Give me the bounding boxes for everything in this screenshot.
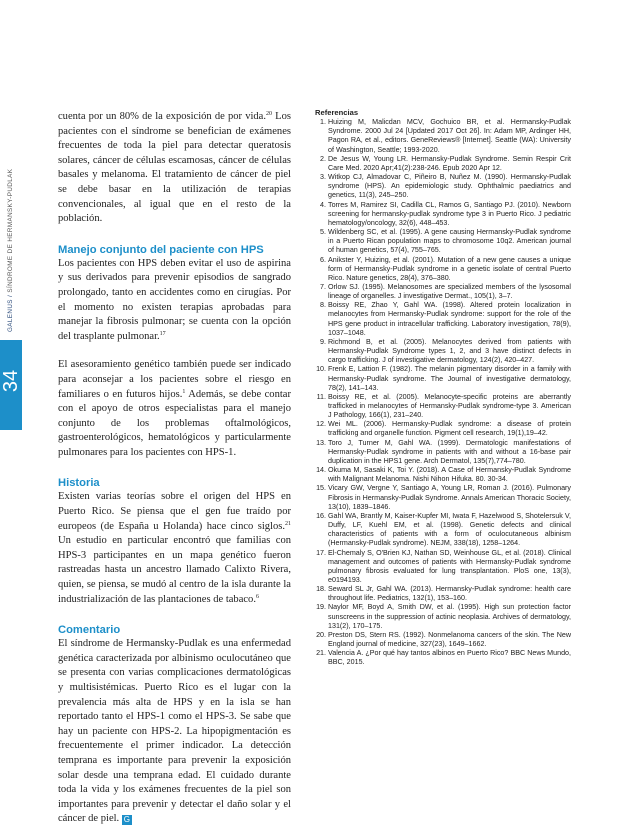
reference-text: Okuma M, Sasaki K, Toi Y. (2018). A Case of Hermansky-Pudlak Syndrome with Malignant Melanoma. Nishi Nihon Hifuka. 80. 30-34.: [328, 466, 571, 484]
citation: 6: [255, 593, 259, 600]
reference-text: El-Chemaly S, O'Brien KJ, Nathan SD, Weinhouse GL, et al. (2018). Clinical management and outcomes of patients with Hermansky-Pudlak syndrome pulmonary fibrosis evaluated for lung transplantation. PloS one, 13(3), e0194193.: [328, 548, 571, 584]
reference-item: [315, 365, 571, 392]
reference-item: [315, 155, 571, 173]
reference-text: Toro J, Turner M, Gahl WA. (1999). Dermatologic manifestations of Hermansky-Pudlak syndrome in patients with and without a 16-base pair duplication in the HPS1 gene. Arch Dermatol, 135(7),774–780.: [328, 438, 571, 465]
reference-item: [315, 466, 571, 484]
reference-item: [315, 256, 571, 283]
reference-text: Wildenberg SC, et al. (1995). A gene causing Hermansky-Pudlak syndrome in a Puerto Rican population maps to chromosome 10q2. American journal of human genetics, 57(4), 755–765.: [328, 228, 571, 255]
reference-number: 2.: [320, 154, 326, 163]
reference-item: [315, 201, 571, 228]
journal-name: GALENUS /: [7, 292, 14, 332]
main-text-column: [58, 110, 291, 827]
paragraph: Los pacientes con HPS deben evitar el uso de aspirina y sus derivados para prevenir episodios de sangrado prolongado, tanto en accidentes como en cirugías. Por el momento no existen terapias aprobadas para manejar la fibrosis pulmonar; se cuenta con la opción del trasplante pulmonar.$^{17}$: [58, 257, 291, 342]
reference-text: Anikster Y, Huizing, et al. (2001). Mutation of a new gene causes a unique form of Hermansky-Pudlak syndrome in a genetic isolate of central Puerto Rico. Nature genetics, 28(4), 376–380.: [328, 255, 571, 282]
reference-text: Frenk E, Lattion F. (1982). The melanin pigmentary disorder in a family with Hermansky-Pudlak syndrome. The Journal of investigative dermatology, 78(2), 141–143.: [328, 365, 571, 392]
reference-number: 7.: [320, 282, 326, 291]
page-sidebar: [0, 0, 24, 802]
citation: 17: [159, 330, 166, 337]
reference-text: Wei ML. (2006). Hermansky-Pudlak syndrome: a disease of protein trafficking and organelle function. Pigment cell research, 19(1),19–42.: [328, 420, 571, 438]
reference-text: Seward SL Jr, Gahl WA. (2013). Hermansky-Pudlak syndrome: health care throughout life. Pediatrics, 132(1), 153–160.: [328, 585, 571, 603]
reference-item: [315, 393, 571, 420]
reference-number: 10.: [316, 365, 326, 374]
reference-number: 4.: [320, 200, 326, 209]
reference-number: 6.: [320, 255, 326, 264]
reference-item: [315, 484, 571, 511]
end-of-article-icon: G: [123, 815, 130, 825]
reference-number: 9.: [320, 337, 326, 346]
reference-item: [315, 439, 571, 466]
reference-number: 16.: [316, 511, 326, 520]
paragraph: El síndrome de Hermansky-Pudlak es una enfermedad genética caracterizada por albinismo oculocutáneo que se presenta con varias complicaciones dermatológicas y multisistémicas. Puerto Rico es el lugar con la prevalencia más alta de HPS y en la isla se han reportado tanto el HPS-1 como el HPS-3. Se sabe que hay un paciente con HPS-2. La hipopigmentación es frecuentemente el primer indicador. La detección temprana es importante para prevenir la exposición solar desde una temprana edad. El cuidado durante toda la vida y los exámenes frecuentes de la piel son importantes para prevenir y detectar el daño solar y el cáncer de piel. G: [58, 638, 291, 825]
reference-text: Vicary GW, Vergne Y, Santiago A, Young LR, Roman J. (2016). Pulmonary Fibrosis in Hermansky-Pudlak Syndrome. Annals American Thoracic Society, 13(10), 1839–1846.: [328, 484, 571, 511]
reference-text: Boissy RE, Zhao Y, Gahl WA. (1998). Altered protein localization in melanocytes from Hermansky-Pudlak syndrome: support for the role of the HPS gene product in intracellular trafficking. Laboratory investigation, 78(9), 1037–1048.: [328, 301, 571, 337]
reference-number: 15.: [316, 484, 326, 493]
reference-item: [315, 338, 571, 365]
reference-text: Torres M, Ramirez SI, Cadilla CL, Ramos G, Santiago PJ. (2010). Newborn screening for hermansky-pudlak syndrome type 3 in Puerto Rico. J pediatric hematology/oncology, 32(6), 448–453.: [328, 200, 571, 227]
reference-item: [315, 420, 571, 438]
reference-number: 20.: [316, 630, 326, 639]
reference-text: Boissy RE, et al. (2005). Melanocyte-specific proteins are aberrantly trafficked in melanocytes of Hermansky-Pudlak syndrome-type 3. American J Pathology, 166(1), 231–240.: [328, 392, 571, 420]
reference-text: De Jesus W, Young LR. Hermansky-Pudlak Syndrome. Semin Respir Crit Care Med. 2020 Apr;41(2):238-246. Epub 2020 Apr 12.: [328, 154, 571, 172]
reference-number: 13.: [316, 438, 326, 447]
reference-item: [315, 228, 571, 255]
reference-item: [315, 603, 571, 630]
reference-number: 3.: [320, 173, 326, 182]
citation: 20: [266, 111, 272, 117]
section-heading-manejo: Manejo conjunto del paciente con HPS: [58, 243, 264, 256]
section-name: SÍNDROME DE HERMANSKY-PUDLAK: [7, 168, 14, 293]
reference-number: 1.: [320, 118, 326, 127]
paragraph: El asesoramiento genético también puede ser indicado para aconsejar a los pacientes sobre el riesgo en familiares o en futuros hijos.$^1$ Además, se debe contar con el apoyo de otros especialistas para el manejo conjunto de los problemas oftalmológicos, gastroenterológicos, hematológicos y particularmente pulmonares para los pacientes con HPS-1.: [58, 359, 291, 458]
reference-number: 5.: [320, 228, 326, 237]
reference-item: [315, 118, 571, 155]
reference-number: 8.: [320, 301, 326, 310]
reference-item: [315, 173, 571, 200]
reference-text: Richmond B, et al. (2005). Melanocytes derived from patients with Hermansky-Pudlak Syndrome types 1, 2, and 3 have distinct defects in cargo trafficking. J of investigative dermatology, 124(2), 420–427.: [328, 337, 571, 365]
intro-paragraph: cuenta por un 80% de la exposición de por vida.$^{20}$ Los pacientes con el síndrome se benefician de exámenes frecuentes de toda la piel para detectar queratosis solares, cáncer de células escamosas, cáncer de células basales y melanoma. El tratamiento de cáncer de piel se debe basar en la utilización de terapias convencionales, al igual que en el resto de la población.: [58, 111, 291, 225]
reference-item: [315, 512, 571, 549]
reference-number: 21.: [316, 649, 326, 658]
page-number: 34: [0, 369, 22, 393]
reference-number: 11.: [316, 392, 326, 401]
reference-text: Orlow SJ. (1995). Melanosomes are specialized members of the lysosomal lineage of organelles. J investigative Dermat., 105(1), 3–7.: [328, 282, 571, 301]
section-heading-comentario: Comentario: [58, 624, 121, 637]
section-heading-historia: Historia: [58, 477, 100, 490]
reference-text: Huizing M, Malicdan MCV, Gochuico BR, et al. Hermansky-Pudlak Syndrome. 2000 Jul 24 [Updated 2017 Oct 26]. In: Adam MP, Ardinger HH, Pagon RA, et al., editors. GeneReviews® [Internet]. Seattle (WA): University of Washington, Seattle; 1993-2020.: [328, 118, 571, 154]
references-heading: Referencias: [315, 108, 359, 117]
references-list: [315, 118, 571, 667]
reference-number: 17.: [316, 548, 326, 557]
reference-item: [315, 585, 571, 603]
citation: 21: [285, 520, 291, 527]
reference-text: Gahl WA, Brantly M, Kaiser-Kupfer MI, Iwata F, Hazelwood S, Shotelersuk V, Duffy, LF, Kuehl EM, et al. (1998). Genetic defects and clinical characteristics of patients with a form of oculocutaneous albinism (Hermansky-Pudlak syndrome). NEJM, 338(18), 1258–1264.: [328, 511, 571, 548]
reference-number: 19.: [316, 603, 326, 612]
reference-item: [315, 283, 571, 301]
reference-text: Preston DS, Stern RS. (1992). Nonmelanoma cancers of the skin. The New England journal of medicine, 327(23), 1649–1662.: [328, 630, 571, 649]
reference-number: 18.: [316, 585, 326, 594]
references-column: [315, 108, 571, 668]
reference-text: Witkop CJ, Almadovar C, Piñeiro B, Nuñez M. (1990). Hermansky-Pudlak syndrome (HPS). An epidemiologic study. Ophthalmic paediatrics and genetics, 11(3), 245–250.: [328, 173, 571, 200]
reference-text: Naylor MF, Boyd A, Smith DW, et al. (1995). High sun protection factor sunscreens in the suppression of actinic neoplasia. Archives of dermatology, 131(2), 170–175.: [328, 603, 571, 630]
reference-text: Valencia A. ¿Por qué hay tantos albinos en Puerto Rico? BBC News Mundo, BBC, 2015.: [328, 649, 571, 667]
reference-item: [315, 549, 571, 586]
running-header: [7, 72, 14, 332]
reference-item: [315, 301, 571, 338]
paragraph: Existen varias teorías sobre el origen del HPS en Puerto Rico. Se piensa que el gen fue traído por europeos (de España u Holanda) hace cinco siglos.$^{21}$ Un estudio en particular encontró que familias con HPS-3 participantes en un mapa genético fueron rastreadas hasta un ancestro llamado Calixto Rivera, quien, se piensa, se mudó al centro de la isla durante la industrialización de las plantaciones de tabaco.$^6$: [58, 491, 291, 605]
reference-number: 14.: [316, 466, 326, 475]
reference-item: [315, 631, 571, 649]
reference-item: [315, 649, 571, 667]
reference-number: 12.: [316, 420, 326, 429]
citation: 1: [182, 388, 186, 395]
